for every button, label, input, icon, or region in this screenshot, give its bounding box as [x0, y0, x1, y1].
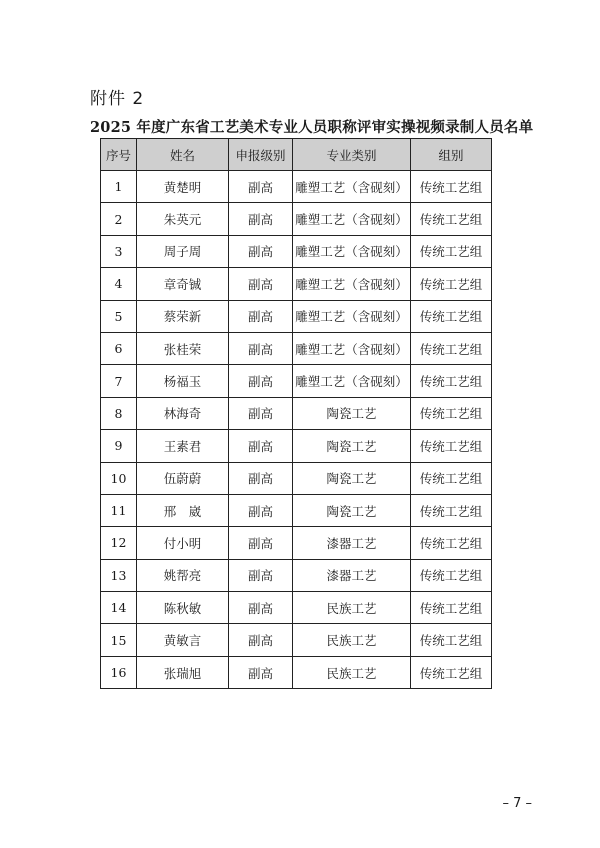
table-row: [101, 397, 492, 429]
cell-serial: 7: [101, 365, 137, 397]
header-category: 专业类别: [293, 139, 411, 171]
cell-name: 蔡荣新: [137, 300, 229, 332]
cell-serial: 10: [101, 462, 137, 494]
cell-level: 副高: [229, 235, 293, 267]
cell-group: 传统工艺组: [411, 300, 492, 332]
table-row: [101, 268, 492, 300]
cell-serial: 13: [101, 559, 137, 591]
attachment-label: 附件 2: [90, 89, 145, 109]
cell-group: 传统工艺组: [411, 592, 492, 624]
cell-name: 周子周: [137, 235, 229, 267]
cell-level: 副高: [229, 397, 293, 429]
table-row: [101, 494, 492, 526]
cell-category: 雕塑工艺（含砚刻）: [293, 203, 411, 235]
cell-level: 副高: [229, 203, 293, 235]
header-name: 姓名: [137, 139, 229, 171]
cell-serial: 15: [101, 624, 137, 656]
table-row: [101, 624, 492, 656]
cell-group: 传统工艺组: [411, 559, 492, 591]
table-row: [101, 527, 492, 559]
cell-serial: 3: [101, 235, 137, 267]
cell-name: 张瑞旭: [137, 656, 229, 688]
cell-group: 传统工艺组: [411, 268, 492, 300]
cell-category: 陶瓷工艺: [293, 462, 411, 494]
cell-serial: 1: [101, 171, 137, 203]
cell-group: 传统工艺组: [411, 365, 492, 397]
cell-name: 陈秋敏: [137, 592, 229, 624]
cell-level: 副高: [229, 559, 293, 591]
table-row: [101, 462, 492, 494]
cell-group: 传统工艺组: [411, 527, 492, 559]
cell-group: 传统工艺组: [411, 171, 492, 203]
page-number: – 7 –: [502, 796, 532, 811]
cell-serial: 11: [101, 494, 137, 526]
cell-level: 副高: [229, 592, 293, 624]
cell-level: 副高: [229, 462, 293, 494]
cell-category: 雕塑工艺（含砚刻）: [293, 300, 411, 332]
cell-category: 漆器工艺: [293, 527, 411, 559]
cell-serial: 2: [101, 203, 137, 235]
cell-level: 副高: [229, 300, 293, 332]
cell-name: 邢 崴: [137, 494, 229, 526]
cell-group: 传统工艺组: [411, 430, 492, 462]
cell-name: 杨福玉: [137, 365, 229, 397]
cell-name: 朱英元: [137, 203, 229, 235]
cell-level: 副高: [229, 527, 293, 559]
cell-serial: 16: [101, 656, 137, 688]
document-title: 2025 年度广东省工艺美术专业人员职称评审实操视频录制人员名单: [90, 119, 534, 136]
cell-category: 雕塑工艺（含砚刻）: [293, 235, 411, 267]
cell-level: 副高: [229, 171, 293, 203]
table-row: [101, 203, 492, 235]
cell-name: 黄楚明: [137, 171, 229, 203]
roster-table: [100, 138, 492, 689]
cell-group: 传统工艺组: [411, 462, 492, 494]
table-row: [101, 332, 492, 364]
cell-name: 姚帮亮: [137, 559, 229, 591]
cell-name: 林海奇: [137, 397, 229, 429]
cell-serial: 14: [101, 592, 137, 624]
cell-serial: 8: [101, 397, 137, 429]
cell-level: 副高: [229, 656, 293, 688]
cell-serial: 12: [101, 527, 137, 559]
cell-level: 副高: [229, 494, 293, 526]
cell-category: 民族工艺: [293, 592, 411, 624]
cell-name: 张桂荣: [137, 332, 229, 364]
cell-category: 民族工艺: [293, 624, 411, 656]
table-row: [101, 430, 492, 462]
table-row: [101, 592, 492, 624]
cell-category: 陶瓷工艺: [293, 430, 411, 462]
cell-category: 陶瓷工艺: [293, 494, 411, 526]
cell-category: 雕塑工艺（含砚刻）: [293, 171, 411, 203]
cell-group: 传统工艺组: [411, 624, 492, 656]
table-row: [101, 559, 492, 591]
table-row: [101, 171, 492, 203]
cell-serial: 9: [101, 430, 137, 462]
cell-serial: 4: [101, 268, 137, 300]
cell-category: 民族工艺: [293, 656, 411, 688]
cell-level: 副高: [229, 430, 293, 462]
cell-category: 陶瓷工艺: [293, 397, 411, 429]
cell-group: 传统工艺组: [411, 494, 492, 526]
cell-name: 章奇铖: [137, 268, 229, 300]
cell-group: 传统工艺组: [411, 397, 492, 429]
table-header-row: [101, 139, 492, 171]
cell-group: 传统工艺组: [411, 332, 492, 364]
cell-name: 付小明: [137, 527, 229, 559]
cell-serial: 6: [101, 332, 137, 364]
table-row: [101, 235, 492, 267]
cell-category: 雕塑工艺（含砚刻）: [293, 268, 411, 300]
table-row: [101, 300, 492, 332]
cell-name: 王素君: [137, 430, 229, 462]
cell-category: 雕塑工艺（含砚刻）: [293, 365, 411, 397]
table-body: [101, 171, 492, 689]
cell-group: 传统工艺组: [411, 203, 492, 235]
cell-name: 伍蔚蔚: [137, 462, 229, 494]
cell-category: 雕塑工艺（含砚刻）: [293, 332, 411, 364]
cell-level: 副高: [229, 624, 293, 656]
cell-group: 传统工艺组: [411, 235, 492, 267]
cell-level: 副高: [229, 332, 293, 364]
header-level: 申报级别: [229, 139, 293, 171]
table-row: [101, 365, 492, 397]
table-row: [101, 656, 492, 688]
cell-category: 漆器工艺: [293, 559, 411, 591]
cell-level: 副高: [229, 268, 293, 300]
header-group: 组别: [411, 139, 492, 171]
cell-level: 副高: [229, 365, 293, 397]
cell-serial: 5: [101, 300, 137, 332]
header-serial: 序号: [101, 139, 137, 171]
cell-name: 黄敏言: [137, 624, 229, 656]
cell-group: 传统工艺组: [411, 656, 492, 688]
